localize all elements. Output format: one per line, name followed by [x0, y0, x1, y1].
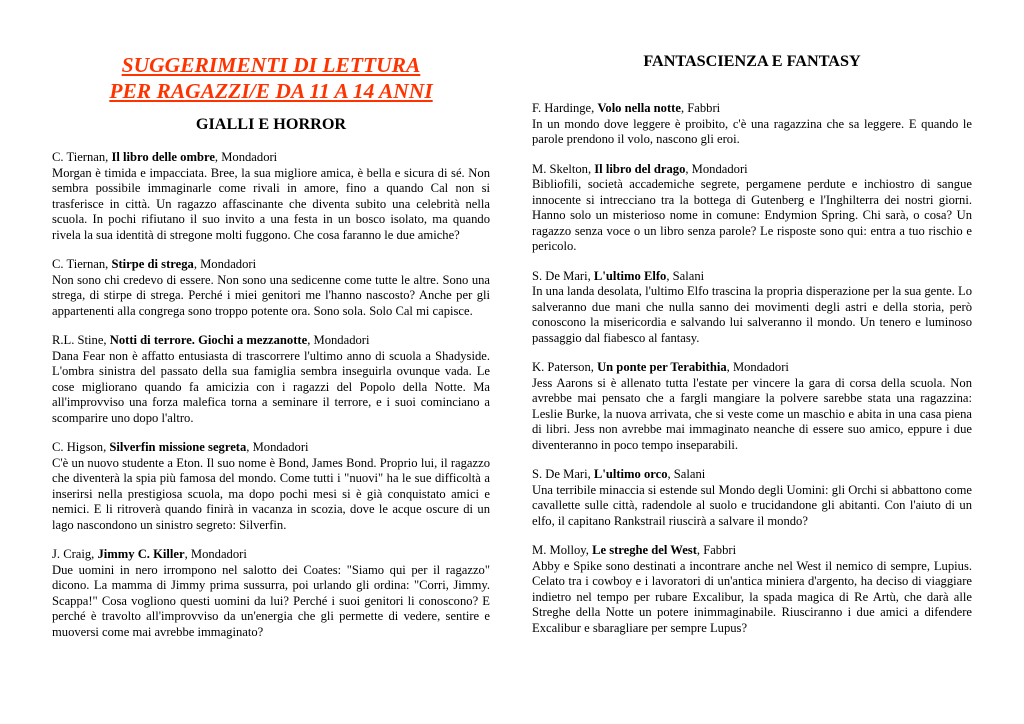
book-publisher: , Mondadori — [685, 161, 748, 176]
book-publisher: , Mondadori — [184, 547, 247, 561]
book-description: Due uomini in nero irrompono nel salotto dei Coates: "Siamo qui per il ragazzo" dicono. La mamma di Jimmy prima sussurra, poi urlando gli ordina: "Corri, Jimmy. Scappa!" Cosa vogliono questi uomini da lui? Perché i suoi genitori li conoscono? E perché è travolto all'improvviso da un'energia che gli permette di vedere, sentire e muoversi come mai avrebbe immaginato? — [52, 562, 490, 639]
book-heading — [532, 269, 972, 285]
book-publisher: , Fabbri — [696, 543, 737, 557]
book-publisher: , Mondadori — [307, 333, 370, 347]
book-heading — [52, 333, 490, 349]
book-list-fantascienza-fantasy — [532, 101, 972, 650]
book-publisher: , Fabbri — [680, 101, 721, 115]
book-publisher: , Mondadori — [193, 257, 257, 271]
book-heading — [52, 547, 490, 563]
page-title — [52, 52, 490, 104]
book-author: F. Hardinge, — [532, 101, 598, 115]
book-list-gialli-horror — [52, 150, 490, 654]
book-entry — [532, 360, 972, 453]
book-author: K. Paterson, — [532, 360, 598, 374]
book-title: L'ultimo orco — [593, 467, 668, 481]
book-author: M. Skelton, — [532, 161, 595, 176]
book-heading — [532, 101, 972, 117]
book-entry — [52, 333, 490, 426]
book-publisher: , Mondadori — [246, 440, 309, 454]
book-author: M. Molloy, — [532, 543, 593, 557]
book-title: Volo nella notte — [597, 101, 681, 115]
book-publisher: , Salani — [666, 268, 705, 283]
book-author: R.L. Stine, — [52, 333, 110, 347]
book-entry — [532, 162, 972, 255]
book-publisher: , Mondadori — [214, 150, 278, 164]
book-entry — [532, 269, 972, 347]
book-description: In una landa desolata, l'ultimo Elfo trascina la propria disperazione per la sua gente. Lo salveranno due mani che nulla sanno dei movimenti degli astri e della storia, però conoscono la misericordia e salvando lui salveranno il mondo. Un tenero e luminoso passaggio dal fiabesco al fantasy. — [532, 284, 972, 345]
book-heading — [532, 543, 972, 559]
book-entry — [52, 150, 490, 243]
book-title: Il libro delle ombre — [111, 150, 215, 164]
book-description: Una terribile minaccia si estende sul Mondo degli Uomini: gli Orchi si abbattono come cavallette sulle città, radendole al suolo e trucidandone gli abitanti. Con l'aiuto di un elfo, il capitano Rankstrail riuscirà a salvare il mondo? — [532, 482, 972, 528]
book-title: Un ponte per Terabithia — [597, 360, 727, 374]
book-heading — [52, 257, 490, 273]
book-entry — [52, 257, 490, 319]
section-title-fantascienza-fantasy: FANTASCIENZA E FANTASY — [643, 52, 861, 70]
page-title-line-1: SUGGERIMENTI DI LETTURA — [121, 53, 421, 77]
book-description: In un mondo dove leggere è proibito, c'è una ragazzina che sa leggere. E quando le parole prendono il volo, nascono gli eroi. — [532, 116, 972, 146]
book-entry — [52, 547, 490, 640]
section-title-gialli-horror: GIALLI E HORROR — [195, 115, 347, 133]
book-description: C'è un nuovo studente a Eton. Il suo nome è Bond, James Bond. Proprio lui, il ragazzo che diventerà la spia più famosa del mondo. Come tutti i "nuovi" ha le sue difficoltà a inserirsi nella prestigiosa scuola, ma dopo pochi mesi si è già conquistato amici e nemici. E li ritroverà quando finirà in vacanza in scozia, dove le acque oscure di un lago nascondono un sinistro segreto: Silverfin. — [52, 455, 490, 532]
book-description: Bibliofili, società accademiche segrete, pergamene perdute e inchiostro di sangue innocente si intrecciano tra la bottega di Gutenberg e l'Inghilterra dei nostri giorni. Hanno solo un misterioso nome in comune: Endymion Spring. Chi sarà, o cosa? Un ragazzo senza voce o un libro senza parole? Le risposte sono qui: entra a tuo rischio e pericolo. — [532, 177, 972, 253]
book-description: Non sono chi credevo di essere. Non sono una sedicenne come tutte le altre. Sono una strega, di stirpe di strega. Perché i miei genitori me l'hanno nascosto? Anche per gli appartenenti alla congrega sono troppo potente ora. Sono sola. Solo Cal mi capisce. — [52, 272, 490, 318]
book-description: Abby e Spike sono destinati a incontrare anche nel West il nemico di sempre, Lupius. Celato tra i cowboy e i lavoratori di un'antica miniera d'argento, ha deciso di viaggiare indietro nel tempo per rubare Excalibur, la spada magica di Re Artù, che darà alle Streghe della Notte un potere inimmaginabile. Riusciranno i due amici a difendere Excalibur e sbaragliare per sempre Lupus? — [532, 558, 972, 635]
book-publisher: , Mondadori — [726, 360, 789, 374]
book-description: Morgan è timida e impacciata. Bree, la sua migliore amica, è bella e sicura di sé. Non sembra possibile immaginarle come rivali in amore, fino a quando Cal non si trasferisce in città. Un ragazzo affascinante che diventa subito una celebrità nella scuola. In pochi rifiutano il suo invito a una festa in un bosco isolato, ma quando rivela la sua identità di stregone molti fuggono. Che cosa faranno le due amiche? — [52, 165, 490, 242]
book-author: S. De Mari, — [532, 268, 594, 283]
book-title: Stirpe di strega — [111, 257, 194, 271]
book-heading — [532, 467, 972, 483]
book-title: Le streghe del West — [592, 543, 697, 557]
book-description: Jess Aarons si è allenato tutta l'estate per vincere la gara di corsa della scuola. Non avrebbe mai pensato che a fargli mangiare la polvere sarebbe stata una ragazzina: Leslie Burke, la nuova arrivata, che si veste come un maschio e abita in una casa piena di libri. Jess non avrebbe mai immaginato neanche di essere suo amico, eppure i due diventeranno in poco tempo inseparabili. — [532, 375, 972, 452]
book-author: C. Higson, — [52, 440, 110, 454]
book-author: C. Tiernan, — [52, 150, 112, 164]
book-title: Il libro del drago — [594, 161, 686, 176]
book-title: Silverfin missione segreta — [109, 440, 247, 454]
page-title-line-2: PER RAGAZZI/E DA 11 A 14 ANNI — [109, 79, 433, 103]
book-heading — [532, 360, 972, 376]
book-title: L'ultimo Elfo — [593, 268, 667, 283]
book-author: S. De Mari, — [532, 467, 594, 481]
book-description: Dana Fear non è affatto entusiasta di trascorrere l'ultimo anno di scuola a Shadyside. L'ombra sinistra del passato della sua famiglia sembra inseguirla ovunque vada. Le cose migliorano quando fa amicizia con i ragazzi del Popolo della Notte. Ma all'improvviso una forza malefica torna a seminare il terrore, e i suoi cominciano a scomparire uno dopo l'altro. — [52, 348, 490, 425]
book-entry — [52, 440, 490, 533]
book-publisher: , Salani — [667, 467, 706, 481]
book-heading — [52, 440, 490, 456]
book-heading — [52, 150, 490, 166]
book-entry — [532, 101, 972, 148]
book-author: C. Tiernan, — [52, 257, 112, 271]
book-title: Jimmy C. Killer — [97, 547, 185, 561]
book-author: J. Craig, — [52, 547, 98, 561]
book-title: Notti di terrore. Giochi a mezzanotte — [109, 333, 308, 347]
book-entry — [532, 543, 972, 636]
book-heading — [532, 162, 972, 178]
book-entry — [532, 467, 972, 529]
